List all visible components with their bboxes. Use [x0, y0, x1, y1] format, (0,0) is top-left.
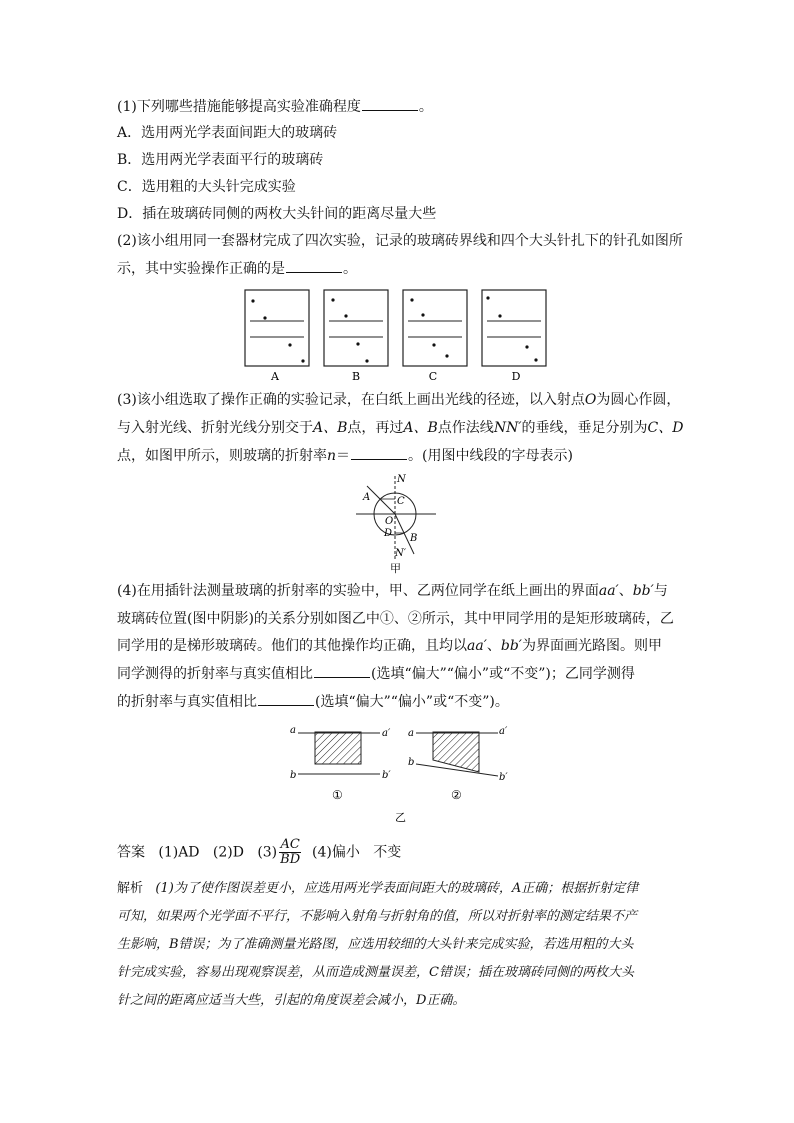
q3-point-o: O	[584, 392, 597, 408]
q3-line2-cd: C、D	[647, 420, 684, 436]
q4-answer-blank-1	[314, 663, 370, 678]
q4-diagram-1	[290, 725, 391, 802]
q4-line1-b: 与	[653, 583, 668, 599]
q3-line2-nn: NN′	[493, 420, 522, 436]
q3-figure	[354, 468, 440, 578]
label-o: O	[385, 516, 394, 527]
q3-line3-n: n	[327, 448, 337, 464]
q4-line3-a: 同学用的是梯形玻璃砖。他们的其他操作均正确，且均以	[117, 638, 467, 654]
q3-line3-end: 。(用图中线段的字母表示)	[408, 448, 573, 464]
label-ap-1: a′	[382, 728, 391, 739]
q3-line2-b: 点，再过	[347, 420, 404, 436]
panel-c-label: C	[428, 370, 438, 383]
panel-d-pin-1	[486, 296, 489, 299]
q3-line2-a: 与入射光线、折射光线分别交于	[117, 420, 313, 436]
q2-panel-c	[403, 290, 467, 383]
q2-line2-text: 示，其中实验操作正确的是	[117, 261, 285, 277]
q1-stem-text: (1)下列哪些措施能够提高实验准确程度	[117, 99, 361, 115]
fraction-numerator: AC	[280, 837, 300, 852]
q2-line2-end: 。	[343, 261, 357, 277]
panel-a-label: A	[271, 370, 279, 383]
label-n: N	[397, 474, 406, 485]
incident-ray	[367, 486, 395, 514]
q4-line5-b: (选填“偏大”“偏小”或“不变”)。	[315, 694, 509, 710]
q4-line4-b: (选填“偏大”“偏小”或“不变”)；乙同学测得	[371, 666, 635, 682]
panel-d-frame	[482, 290, 546, 366]
label-circle-2: ②	[451, 788, 462, 802]
q1-option-c: C．选用粗的大头针完成实验	[117, 179, 296, 195]
q4-line4	[117, 663, 677, 684]
answer-part-2: (2)D	[212, 844, 244, 861]
q1-answer-blank	[362, 96, 418, 111]
q4-line1-a: (4)在用插针法测量玻璃的折射率的实验中，甲、乙两位同学在纸上画出的界面	[117, 583, 599, 599]
q4-line1-aa: aa′	[598, 583, 619, 599]
panel-d-pin-4	[534, 358, 537, 361]
label-a-2: a	[408, 728, 414, 739]
panel-a-pin-2	[263, 316, 266, 319]
q3-line2-ab: A、B	[313, 420, 348, 436]
caption-yi: 乙	[395, 811, 406, 824]
panel-c-pin-1	[410, 298, 413, 301]
q4-line3-aa: aa′	[467, 638, 487, 654]
panel-b-pin-4	[365, 359, 368, 362]
q4-line2: 玻璃砖位置(图中阴影)的关系分别如图乙中①、②所示，其中甲同学用的是矩形玻璃砖，乙	[117, 611, 674, 627]
panel-a-pin-1	[251, 299, 254, 302]
q4-line3-bb: bb′	[500, 638, 522, 654]
caption-jia: 甲	[390, 562, 401, 575]
answer-fraction	[279, 838, 301, 867]
answer-part-4b: 不变	[373, 844, 402, 861]
answer-part-1: (1)AD	[158, 844, 200, 861]
label-n-prime: N′	[395, 548, 407, 559]
panel-a-frame	[245, 290, 309, 366]
label-a: A	[363, 492, 371, 503]
answer-line	[117, 838, 401, 867]
explanation-line-3: 生影响，B错误；为了准确测量光路图，应选用较细的大头针来完成实验，若选用粗的大头	[117, 937, 634, 952]
glass-trapezoid	[433, 732, 479, 772]
q3-line2-ab2: A、B	[403, 420, 438, 436]
q3-line3-eq: ＝	[336, 448, 351, 464]
q3-line1-end: 为圆心作圆，	[596, 392, 681, 408]
q3-line1-text: (3)该小组选取了操作正确的实验记录，在白纸上画出光线的径迹，以入射点	[117, 392, 585, 408]
q3-line3-a: 点，如图甲所示，则玻璃的折射率	[117, 448, 327, 464]
panel-d-pin-3	[525, 345, 528, 348]
label-bp-1: b′	[382, 770, 391, 781]
panel-c-pin-4	[445, 354, 448, 357]
q2-panel-b	[324, 290, 388, 383]
label-c: C	[397, 496, 405, 507]
q1-stem-end: 。	[418, 99, 433, 115]
q4-line5-a: 的折射率与真实值相比	[117, 694, 257, 710]
q2-panel-a	[245, 290, 309, 383]
label-b: B	[410, 533, 418, 544]
q1-option-b: B．选用两光学表面平行的玻璃砖	[117, 152, 324, 168]
label-b-1: b	[290, 770, 297, 781]
q2-line2	[117, 258, 677, 279]
q3-line1	[117, 390, 681, 410]
q3-line2	[117, 418, 684, 438]
label-ap-2: a′	[499, 726, 508, 737]
q4-line3-b: 为界面画光路图。则甲	[521, 638, 662, 654]
q4-figure	[286, 722, 516, 826]
q3-answer-blank	[351, 445, 407, 460]
explanation-line-1	[117, 875, 679, 903]
explanation-label: 解析	[117, 881, 144, 896]
q2-line1: (2)该小组用同一套器材完成了四次实验，记录的玻璃砖界线和四个大头针扎下的针孔如图所	[117, 233, 683, 249]
q1-option-d: D．插在玻璃砖同侧的两枚大头针间的距离尽量大些	[117, 206, 437, 222]
answer-label: 答案	[117, 844, 145, 861]
panel-d-label: D	[511, 370, 521, 383]
q3-line2-c: 点作法线	[437, 420, 494, 436]
q3-line2-d: 的垂线，垂足分别为	[521, 420, 648, 436]
answer-part-4: (4)偏小	[312, 844, 360, 861]
label-bp-2: b′	[499, 772, 508, 783]
q2-answer-blank	[286, 258, 342, 273]
q4-line1	[117, 581, 677, 601]
answer-part-3-prefix: (3)	[257, 844, 278, 861]
glass-rectangle	[315, 732, 361, 764]
q4-line1-bb: bb′	[632, 583, 654, 599]
q1-option-a: A．选用两光学表面间距大的玻璃砖	[117, 125, 338, 141]
q4-line4-a: 同学测得的折射率与真实值相比	[117, 666, 313, 682]
q4-line3-sep: 、	[486, 638, 501, 654]
q1-stem	[117, 96, 677, 117]
q4-answer-blank-2	[258, 691, 314, 706]
panel-a-pin-3	[288, 343, 291, 346]
panel-c-pin-3	[432, 343, 435, 346]
panel-d-pin-2	[498, 314, 501, 317]
explanation-line-2: 可知，如果两个光学面不平行，不影响入射角与折射角的值，所以对折射率的测定结果不产	[117, 909, 638, 924]
panel-b-label: B	[351, 370, 361, 383]
q2-panel-d	[482, 290, 546, 383]
explanation-line-5: 针之间的距离应适当大些，引起的角度误差会减小，D正确。	[117, 993, 466, 1008]
panel-b-pin-1	[331, 298, 334, 301]
q4-line5	[117, 691, 677, 712]
explanation-text-1: (1)为了使作图误差更小，应选用两光学表面间距大的玻璃砖，A正确；根据折射定律	[155, 881, 639, 896]
label-a-1: a	[290, 725, 296, 736]
explanation	[117, 875, 679, 1015]
label-circle-1: ①	[332, 788, 343, 802]
fraction-denominator: BD	[280, 852, 301, 867]
label-d: D	[384, 528, 393, 539]
q4-diagram-2	[408, 726, 508, 802]
panel-a-pin-4	[301, 359, 304, 362]
q2-figure	[244, 288, 550, 384]
q4-line3	[117, 636, 677, 656]
panel-c-pin-2	[421, 313, 424, 316]
panel-b-pin-3	[356, 342, 359, 345]
explanation-line-4: 针完成实验，容易出现观察误差，从而造成测量误差，C错误；插在玻璃砖同侧的两枚大头	[117, 965, 634, 980]
q3-line3	[117, 445, 677, 466]
label-b-2: b	[408, 757, 415, 768]
panel-b-pin-2	[344, 314, 347, 317]
q4-line1-sep: 、	[618, 583, 633, 599]
